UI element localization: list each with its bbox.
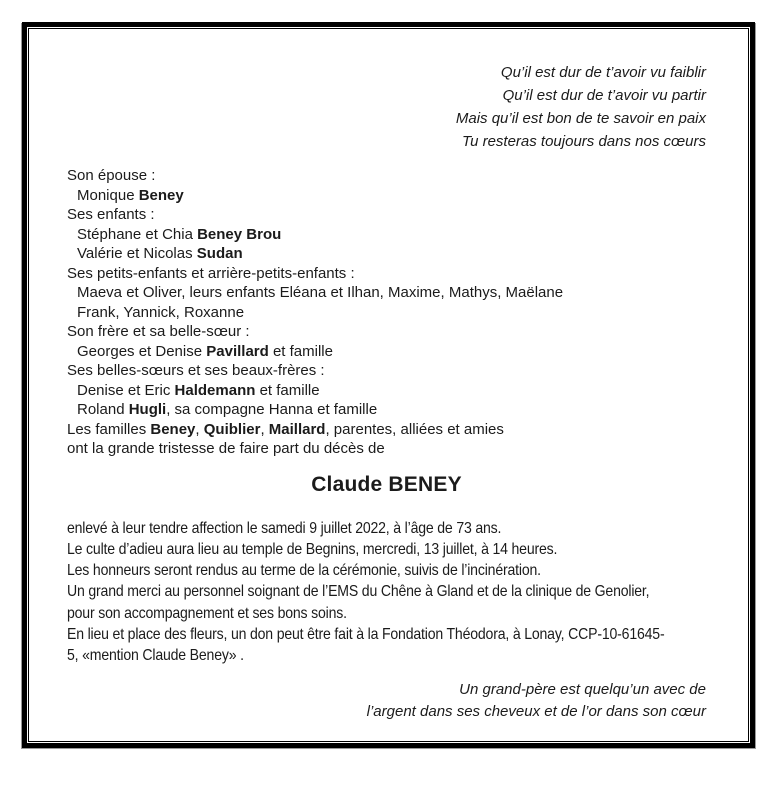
family-text: , sa compagne Hanna et famille: [166, 401, 378, 418]
family-name-bold: Beney Brou: [197, 225, 282, 243]
announcement-line: pour son accompagnement et ses bons soins.: [67, 604, 347, 622]
deceased-name: Claude BENEY: [311, 472, 462, 496]
verse-line: Mais qu’il est bon de te savoir en paix: [455, 110, 706, 127]
family-text: Son épouse :: [67, 167, 156, 184]
family-line: [67, 283, 706, 303]
verse-line: l’argent dans ses cheveux et de l’or dans son cœur: [366, 702, 706, 720]
family-text: Maeva et Oliver, leurs enfants Eléana et Ilhan, Maxime, Mathys, Maëlane: [77, 284, 564, 301]
family-name-bold: Hugli: [128, 401, 167, 418]
family-text: Denise et Eric: [77, 381, 175, 399]
family-line: [67, 342, 706, 362]
family-line: [67, 186, 706, 206]
family-text: ,: [195, 420, 204, 438]
family-name-bold: Beney: [150, 420, 196, 438]
family-line: [67, 381, 706, 401]
family-text: Son frère et sa belle-sœur :: [67, 323, 250, 340]
family-line: [67, 166, 706, 186]
family-list: [67, 166, 706, 459]
announcement-line: Un grand merci au personnel soignant de l’EMS du Chêne à Gland et de la clinique de Genolier,: [67, 583, 650, 601]
family-text: Valérie et Nicolas: [77, 245, 197, 262]
family-line: [67, 322, 706, 342]
announcement-line: enlevé à leur tendre affection le samedi 9 juillet 2022, à l’âge de 73 ans.: [67, 519, 502, 537]
announcement-line: En lieu et place des fleurs, un don peut être fait à la Fondation Théodora, à Lonay, CCP-10-61645-: [67, 625, 665, 643]
family-text: Stéphane et Chia: [77, 225, 198, 243]
family-line: [67, 439, 706, 459]
family-text: , parentes, alliées et amies: [325, 420, 504, 438]
family-line: [67, 244, 706, 264]
inner-frame-border: [28, 28, 749, 742]
family-text: Monique: [77, 186, 139, 204]
announcement-line: 5, «mention Claude Beney» .: [67, 647, 244, 665]
family-line: [67, 303, 706, 323]
family-text: Frank, Yannick, Roxanne: [77, 303, 245, 321]
family-line: [67, 225, 706, 245]
family-text: Ses belles-sœurs et ses beaux-frères :: [67, 362, 325, 379]
opening-verse: [67, 61, 706, 153]
announcement-line: Les honneurs seront rendus au terme de la cérémonie, suivis de l’incinération.: [67, 562, 541, 580]
family-name-bold: Beney: [138, 186, 184, 204]
verse-line: Qu’il est dur de t’avoir vu faiblir: [500, 64, 706, 81]
announcement-line: Le culte d’adieu aura lieu au temple de Begnins, mercredi, 13 juillet, à 14 heures.: [67, 540, 558, 558]
family-name-bold: Sudan: [196, 245, 243, 262]
verse-line: Un grand-père est quelqu’un avec de: [459, 680, 706, 698]
family-line: [67, 400, 706, 420]
closing-verse: [67, 679, 706, 723]
family-name-bold: Pavillard: [206, 342, 269, 360]
family-text: Georges et Denise: [77, 342, 207, 360]
family-text: et famille: [268, 342, 333, 360]
announcement-text: [67, 518, 706, 667]
family-text: Les familles: [67, 420, 151, 438]
family-text: Ses petits-enfants et arrière-petits-enfants :: [67, 264, 355, 282]
family-line: [67, 420, 706, 440]
family-name-bold: Haldemann: [174, 381, 256, 399]
verse-line: Qu’il est dur de t’avoir vu partir: [502, 87, 706, 104]
family-line: [67, 205, 706, 225]
family-text: et famille: [255, 381, 320, 399]
family-line: [67, 361, 706, 381]
verse-line: Tu resteras toujours dans nos cœurs: [462, 133, 706, 150]
family-name-bold: Quiblier: [203, 420, 261, 438]
family-name-bold: Maillard: [268, 420, 326, 438]
family-line: [67, 264, 706, 284]
family-text: Ses enfants :: [67, 206, 155, 223]
family-text: Roland: [77, 401, 129, 418]
outer-frame-border: [22, 22, 755, 748]
obituary-content: [29, 29, 748, 741]
family-text: ,: [260, 420, 269, 438]
family-text: ont la grande tristesse de faire part du décès de: [67, 440, 385, 457]
